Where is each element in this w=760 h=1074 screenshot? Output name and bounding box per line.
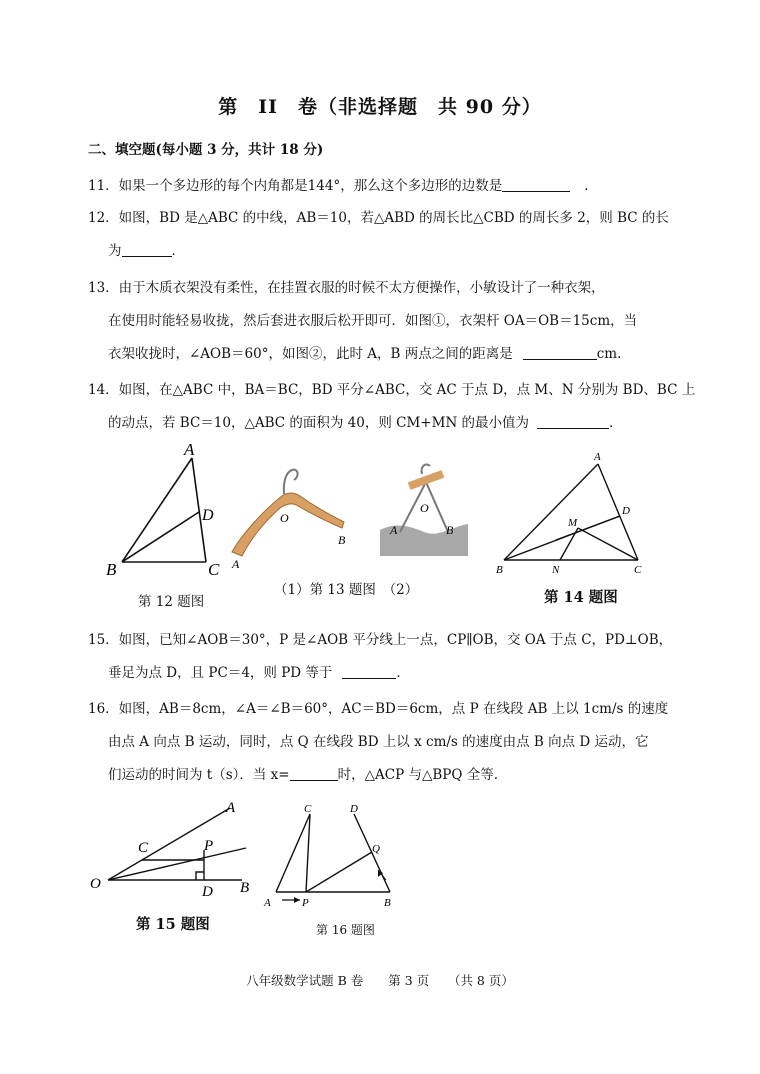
- figure-13-folded: [376, 460, 476, 560]
- figure-14-caption: 第 14 题图: [544, 589, 618, 606]
- answer-blank: [122, 242, 172, 257]
- figure-12: [100, 440, 230, 580]
- section-title: 第 II 卷（非选择题 共 90 分）: [218, 96, 542, 118]
- label-b: B: [496, 564, 503, 576]
- label-o: O: [90, 876, 101, 892]
- label-o: O: [420, 501, 429, 515]
- page-footer: 八年级数学试题 B 卷 第 3 页 （共 8 页）: [246, 973, 514, 988]
- question-12-line1: 12．如图，BD 是△ABC 的中线，AB＝10，若△ABD 的周长比△CBD 的周长多 2，则 BC 的长: [88, 210, 669, 226]
- label-q: Q: [372, 843, 380, 855]
- q16-pre: 们运动的时间为 t（s）．当 x=: [108, 767, 290, 783]
- q15-post: ．: [396, 665, 410, 681]
- label-c: C: [304, 803, 312, 815]
- label-a: A: [226, 800, 236, 816]
- question-16-line2: 由点 A 向点 B 运动，同时，点 Q 在线段 BD 上以 x cm/s 的速度由点 B 向点 D 运动，它: [108, 734, 649, 750]
- question-11: [88, 174, 598, 194]
- figure-12-caption: 第 12 题图: [138, 594, 205, 610]
- section-heading: 二、填空题(每小题 3 分，共计 18 分): [88, 142, 324, 158]
- label-a: A: [264, 897, 271, 909]
- label-c: C: [208, 560, 220, 579]
- question-14-line2: [108, 411, 623, 431]
- answer-blank: [342, 664, 396, 679]
- question-16-line1: 16．如图，AB＝8cm，∠A＝∠B＝60°，AC＝BD＝6cm，点 P 在线段 AB 上以 1cm/s 的速度: [88, 701, 669, 717]
- label-d: D: [202, 884, 213, 900]
- question-13-line3: [108, 342, 621, 362]
- label-m: M: [568, 517, 578, 529]
- question-16-line3: [108, 763, 498, 783]
- q12-post: ．: [171, 243, 185, 259]
- label-c: C: [138, 840, 149, 856]
- label-b: B: [338, 533, 346, 547]
- figure-13-hanger: [228, 464, 358, 574]
- figure-15-caption: 第 15 题图: [136, 916, 210, 933]
- question-14-line1: 14．如图，在△ABC 中，BA＝BC，BD 平分∠ABC，交 AC 于点 D，点 M、N 分别为 BD、BC 上: [88, 382, 696, 398]
- label-b: B: [240, 880, 250, 896]
- label-b: B: [446, 523, 454, 537]
- arrow-ap-head: [294, 897, 300, 903]
- label-p: P: [302, 897, 309, 909]
- figure-16: [262, 800, 412, 910]
- question-15-line1: 15．如图，已知∠AOB＝30°，P 是∠AOB 平分线上一点，CP∥OB，交 OA 于点 C，PD⊥OB，: [88, 632, 673, 648]
- q14-pre: 的动点，若 BC＝10，△ABC 的面积为 40，则 CM+MN 的最小值为: [108, 415, 530, 431]
- q15-pre: 垂足为点 D，且 PC＝4，则 PD 等于: [108, 665, 333, 681]
- question-12-line2: [108, 239, 185, 259]
- label-a: A: [390, 523, 398, 537]
- q11-text: 11．如果一个多边形的每个内角都是144°，那么这个多边形的边数是: [88, 178, 503, 194]
- q13-post: cm.: [596, 346, 622, 362]
- answer-blank: [502, 177, 570, 192]
- figure-15: [86, 800, 266, 900]
- answer-blank: [523, 345, 597, 360]
- label-d: D: [350, 803, 358, 815]
- answer-blank: [290, 766, 338, 781]
- label-b: B: [384, 897, 391, 909]
- label-o: O: [280, 511, 289, 525]
- label-a: A: [594, 451, 601, 463]
- hanger-hook: [284, 470, 298, 494]
- figure-13-caption: （1）第 13 题图 （2）: [274, 582, 419, 598]
- q16-post: 时，△ACP 与△BPQ 全等.: [337, 767, 498, 783]
- label-b: B: [106, 560, 117, 579]
- q14-post: ．: [609, 415, 623, 431]
- figure-14: [492, 450, 652, 580]
- question-15-line2: [108, 661, 410, 681]
- label-d: D: [622, 505, 630, 517]
- answer-blank: [537, 414, 609, 429]
- q12-pre: 为: [108, 243, 122, 259]
- figure-16-caption: 第 16 题图: [316, 923, 375, 937]
- question-13-line1: 13．由于木质衣架没有柔性，在挂置衣服的时候不太方便操作，小敏设计了一种衣架，: [88, 280, 605, 296]
- q11-tail: ．: [584, 178, 598, 194]
- label-a: A: [232, 557, 240, 571]
- label-n: N: [552, 564, 560, 576]
- q13-pre: 衣架收拢时，∠AOB＝60°，如图②，此时 A，B 两点之间的距离是: [108, 346, 513, 362]
- label-d: D: [202, 507, 214, 524]
- label-a: A: [184, 440, 195, 459]
- label-p: P: [204, 838, 214, 854]
- question-13-line2: 在使用时能轻易收拢，然后套进衣服后松开即可．如图①，衣架杆 OA＝OB＝15cm，当: [108, 313, 638, 329]
- label-c: C: [634, 564, 642, 576]
